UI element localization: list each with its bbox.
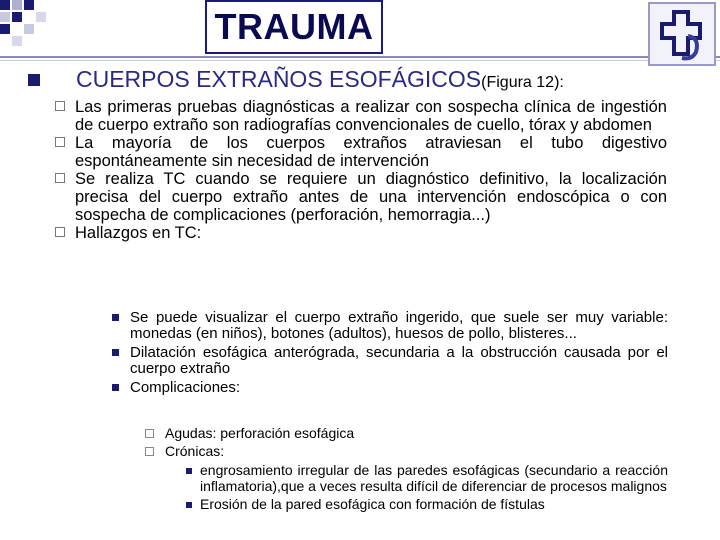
filled-square-bullet-icon	[186, 468, 192, 474]
list-item: Las primeras pruebas diagnósticas a realizar con sospecha clínica de ingestión de cuerpo extraño son radiografías convencionales de cuello, tórax y abdomen	[75, 98, 667, 134]
decor-square	[24, 24, 34, 34]
decor-square	[12, 12, 22, 22]
filled-square-bullet-icon	[112, 314, 119, 321]
complications-list	[165, 426, 665, 459]
list-item: Crónicas:	[165, 444, 665, 459]
hollow-square-bullet-icon	[55, 173, 65, 183]
decor-square	[0, 24, 10, 34]
chronic-list	[200, 463, 668, 513]
list-item: La mayoría de los cuerpos extraños atraviesan el tubo digestivo espontáneamente sin necesidad de intervención	[75, 134, 667, 170]
filled-square-bullet-icon	[186, 502, 192, 508]
filled-square-bullet-icon	[112, 349, 119, 356]
hollow-square-bullet-icon	[55, 101, 65, 111]
filled-square-bullet-icon	[112, 384, 119, 391]
list-item: engrosamiento irregular de las paredes esofágicas (secundario a reacción inflamatoria),que a veces resulta difícil de diferenciar de procesos malignos	[200, 463, 668, 494]
divider	[0, 60, 720, 61]
list-item: Agudas: perforación esofágica	[165, 426, 665, 441]
hollow-square-bullet-icon	[55, 227, 65, 237]
hollow-square-bullet-icon	[55, 137, 65, 147]
page-title: TRAUMA	[214, 6, 374, 47]
heading-text	[76, 66, 564, 93]
list-item: Dilatación esofágica anterógrada, secundaria a la obstrucción causada por el cuerpo extraño	[130, 345, 668, 376]
list-item: Hallazgos en TC:	[75, 224, 667, 242]
decor-square	[24, 0, 34, 10]
hollow-square-bullet-icon	[145, 447, 154, 456]
list-item: Complicaciones:	[130, 380, 668, 396]
list-item: Se puede visualizar el cuerpo extraño ingerido, que suele ser muy variable: monedas (en niños), botones (adultos), huesos de pollo, blisteres...	[130, 310, 668, 341]
title-box	[205, 0, 383, 54]
bullet-list	[75, 98, 667, 242]
logo-icon	[648, 2, 716, 66]
list-item: Erosión de la pared esofágica con formación de fístulas	[200, 497, 668, 513]
hollow-square-bullet-icon	[145, 429, 154, 438]
square-bullet-icon	[28, 74, 40, 86]
decor-square	[12, 36, 22, 46]
decor-square	[12, 0, 22, 10]
decor-square	[36, 12, 46, 22]
divider	[0, 56, 720, 58]
heading-note: (Figura 12):	[481, 74, 564, 91]
decor-square	[0, 0, 10, 10]
decor-square	[0, 12, 10, 22]
list-item: Se realiza TC cuando se requiere un diagnóstico definitivo, la localización precisa del cuerpo extraño antes de una intervención endoscópica o con sospecha de complicaciones (perforación, hemorragia...)	[75, 170, 667, 224]
heading-main: CUERPOS EXTRAÑOS ESOFÁGICOS	[76, 66, 482, 92]
sub-bullet-list	[130, 310, 668, 396]
